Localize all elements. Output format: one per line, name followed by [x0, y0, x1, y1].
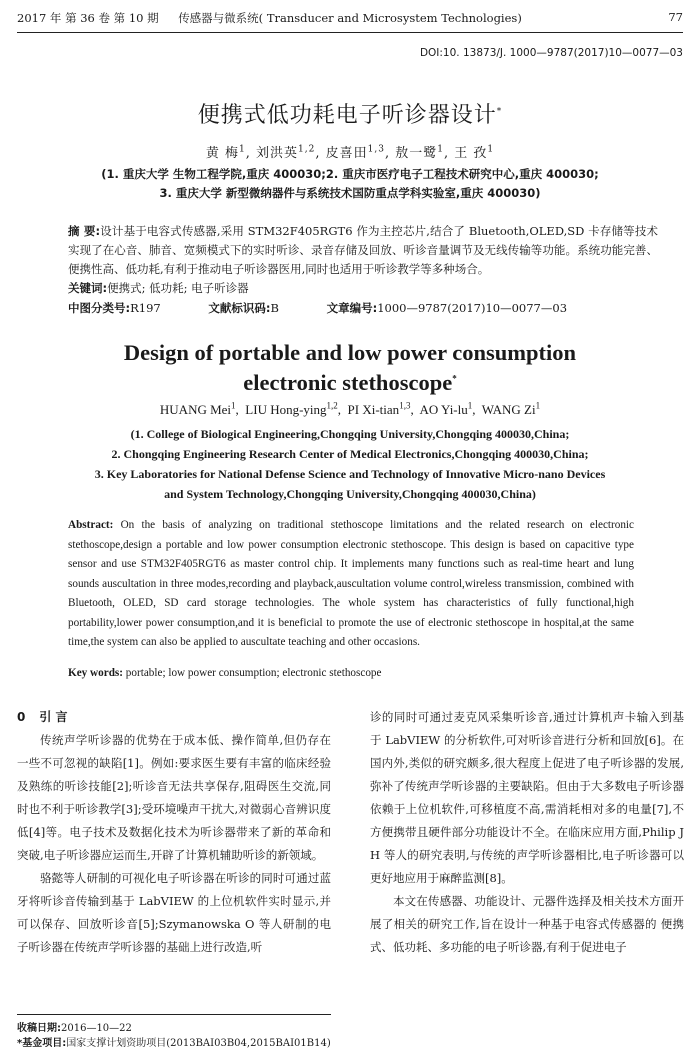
header-divider [17, 32, 683, 33]
abstract-text: On the basis of analyzing on traditional stethoscope limitations and the related research on electronic stethoscope,design a portable and low power consumption electronic stethoscope. This design is based on capacitive type sensor and use STM32F405RGT6 as master control chip. It implements many functions such as real-time heart and lung sounds auscultation in three modes,recording and playback,auscultation volume control,wireless transmission, combined with Bluetooth, OLED, SD card storage technologies. The whole system has characteristics of fully functional,high portability,lower power consumption,and it is beneficial to promote the use of electronic stethoscope in hospital,at the same time,the system can also be applied to auscultate teaching and other occasions. [68, 519, 635, 648]
received-date: 2016—10—22 [61, 1023, 132, 1034]
chinese-affiliations [0, 165, 700, 203]
abstract-label: Abstract: [68, 519, 114, 531]
issue-info: 2017 年 第 36 卷 第 10 期 [17, 11, 159, 25]
page-number: 77 [668, 10, 683, 24]
author: PI Xi-tian [347, 402, 400, 417]
english-title [0, 338, 700, 398]
english-keywords [68, 667, 382, 679]
received-label: 收稿日期: [17, 1023, 61, 1034]
keywords-text: portable; low power consumption; electronic stethoscope [125, 667, 382, 679]
classification-line [68, 300, 567, 316]
title-footnote-mark: * [452, 373, 457, 384]
article-number-value: 1000—9787(2017)10—0077—03 [377, 301, 568, 315]
paragraph: 骆懿等人研制的可视化电子听诊器在听诊的同时可通过蓝牙将听诊音传输到基于 LabVIEW 的上位机软件实时显示,并可以保存、回放听诊音[5];Szymanowska O 等人研制的电子听诊器在传统声学听诊器的基础上进行改造,听 [17, 871, 331, 954]
author: WANG Zi [481, 402, 536, 417]
body-column-right [370, 706, 684, 959]
body-column-left [17, 706, 331, 959]
author: LIU Hong-ying [245, 402, 327, 417]
author: HUANG Mei [159, 402, 232, 417]
keywords-label: Key words: [68, 667, 123, 679]
doc-code-value: B [270, 301, 279, 315]
chinese-authors: 黄 梅$^1$, 刘洪英$^{1,2}$, 皮喜田$^{1,3}$, 敖一鹭$^1$, 王 孜$^1$ [205, 144, 495, 161]
english-title-line: electronic stethoscope [243, 370, 453, 395]
doc-code-label: 文献标识码: [208, 301, 271, 315]
fund-label: *基金项目: [17, 1038, 67, 1049]
clc-value: R197 [130, 301, 161, 315]
author-affiliation-mark: 1 [231, 400, 236, 411]
author: 皮喜田 [325, 146, 368, 161]
fund-text: 国家支撑计划资助项目(2013BAI03B04,2015BAI01B14) [66, 1038, 331, 1049]
affiliation-line: 2. Chongqing Engineering Research Center of Medical Electronics,Chongqing 400030,China; [111, 447, 589, 461]
section-title: 引 言 [39, 710, 68, 724]
doi[interactable]: DOI:10. 13873/J. 1000—9787(2017)10—0077—03 [419, 47, 683, 59]
article-number-label: 文章编号: [326, 301, 378, 315]
section-heading [17, 706, 331, 729]
keywords-label: 关键词: [68, 281, 108, 295]
abstract-text: 设计基于电容式传感器,采用 STM32F405RGT6 作为主控芯片,结合了 Bluetooth,OLED,SD 卡存储等技术实现了在心音、肺音、宽频模式下的实时听诊、录音存储及回放、听诊音量调节及无线传输等功能。系统功能完善、便携性高、低功耗,有利于推动电子听诊器医用,同时也适用于听诊教学等多种场合。 [68, 224, 659, 276]
affiliation-line: (1. 重庆大学 生物工程学院,重庆 400030;2. 重庆市医疗电子工程技术研究中心,重庆 400030; [101, 167, 599, 181]
author-affiliation-mark: 1,2 [326, 400, 338, 411]
affiliation-line: and System Technology,Chongqing University,Chongqing 400030,China) [164, 487, 536, 501]
english-abstract [68, 516, 634, 653]
abstract-label: 摘 要: [68, 224, 101, 238]
english-affiliations [0, 424, 700, 504]
author-affiliation-mark: 1 [467, 400, 473, 411]
author: 黄 梅 [205, 146, 240, 161]
english-title-line: Design of portable and low power consumption [123, 340, 577, 365]
chinese-title-text: 便携式低功耗电子听诊器设计 [197, 103, 497, 128]
author: 刘洪英 [256, 146, 299, 161]
affiliation-line: (1. College of Biological Engineering,Chongqing University,Chongqing 400030,China; [130, 427, 570, 441]
author: 敖一鹭 [395, 146, 438, 161]
footnote-divider [17, 1014, 331, 1015]
author: 王 孜 [454, 146, 488, 161]
chinese-title [0, 98, 700, 129]
paragraph: 传统声学听诊器的优势在于成本低、操作简单,但仍存在一些不可忽视的缺陷[1]。例如:要求医生要有丰富的临床经验及熟练的听诊技能[2];听诊音无法共享保存,阻碍医生交流,同时也不利于听诊教学[3];受环境噪声干扰大,对微弱心音辨识度低[4]等。电子技术及数据化技术为听诊器带来了新的革命和突破,电子听诊器应运而生,开辟了计算机辅助听诊的新领域。 [17, 733, 331, 862]
chinese-abstract [68, 222, 658, 298]
english-authors: HUANG Mei$^1$, LIU Hong-ying$^{1,2}$, PI Xi-tian$^{1,3}$, AO $Yi-lu^1$, WANG Zi$^1$ [159, 400, 541, 417]
affiliation-line: 3. 重庆大学 新型微纳器件与系统技术国防重点学科实验室,重庆 400030) [159, 186, 541, 200]
title-footnote-mark: * [496, 106, 503, 117]
author-affiliation-mark: 1,3 [399, 400, 411, 411]
author-affiliation-mark: 1 [487, 144, 495, 155]
author-affiliation-mark: 1,3 [367, 144, 385, 155]
author-affiliation-mark: 1 [437, 144, 444, 155]
paragraph: 本文在传感器、功能设计、元器件选择及相关技术方面开展了相关的研究工作,旨在设计一种基于电容式传感器的 便携式、低功耗、多功能的电子听诊器,有利于促进电子 [370, 894, 684, 954]
running-header [17, 10, 683, 30]
author-affiliation-mark: 1 [239, 144, 246, 155]
keywords-text: 便携式; 低功耗; 电子听诊器 [107, 281, 249, 295]
affiliation-line: 3. Key Laboratories for National Defense Science and Technology of Innovative Micro-nano Devices [94, 467, 606, 481]
author-affiliation-mark: 1 [535, 400, 541, 411]
paragraph: 诊的同时可通过麦克风采集听诊音,通过计算机声卡输入到基于 LabVIEW 的分析软件,可对听诊音进行分析和回放[6]。在国内外,类似的研究颇多,很大程度上促进了电子听诊器的发展,弥补了传统声学听诊器的主要缺陷。但由于大多数电子听诊器依赖于上位机软件,可移植度不高,需消耗相对多的电量[7],不方便携带且硬件部分功能设计不全。在临床应用方面,Philip J H 等人的研究表明,与传统的声学听诊器相比,电子听诊器可以更好地应用于麻醉监测[8]。 [370, 710, 684, 885]
journal-name: 传感器与微系统( Transducer and Microsystem Technologies) [178, 11, 522, 25]
section-number: 0 [17, 710, 26, 724]
author-affiliation-mark: 1,2 [298, 144, 316, 155]
author: AO Yi-lu [419, 402, 468, 417]
clc-label: 中图分类号: [68, 301, 131, 315]
footnotes [17, 1021, 331, 1051]
